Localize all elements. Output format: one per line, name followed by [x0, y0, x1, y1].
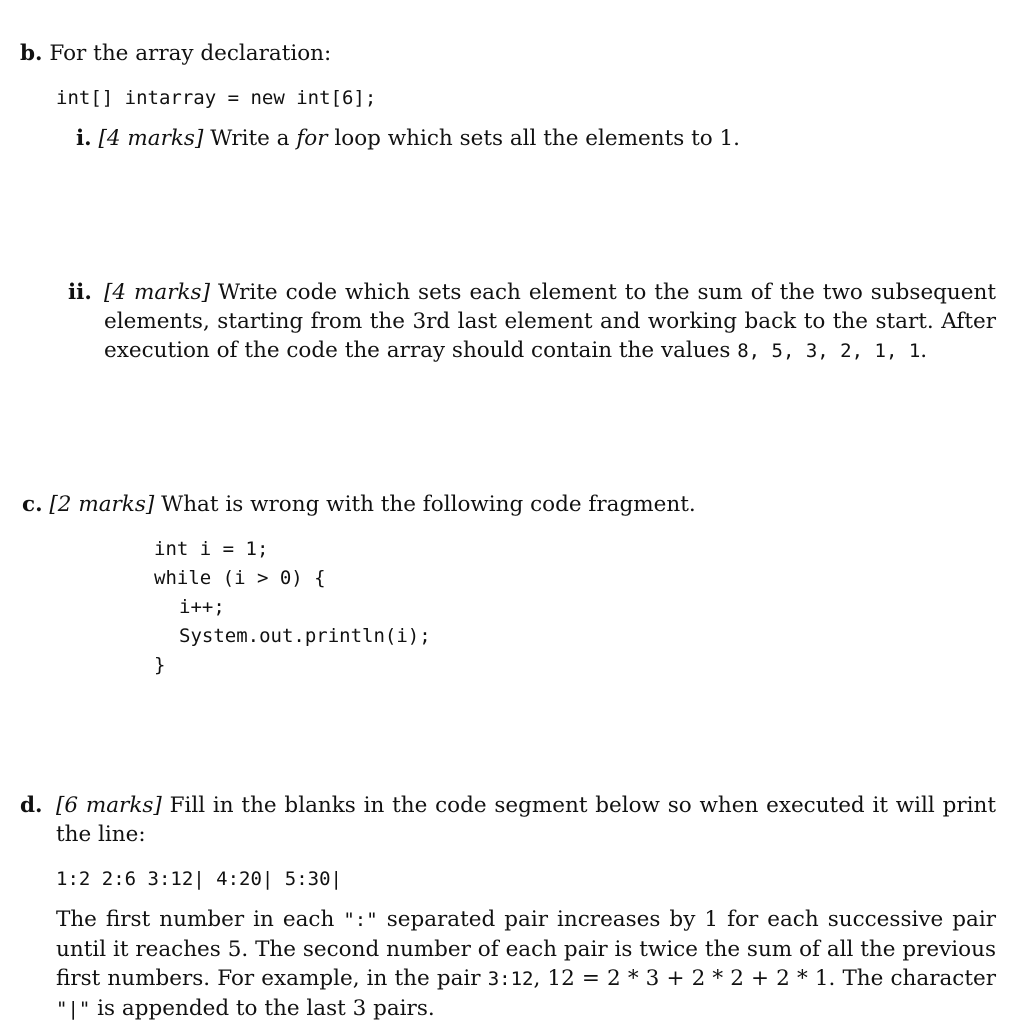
- part-d-desc-2: separated pair increases by 1 for each successive pair until it reaches 5. The second number of each pair is twice the sum of all the previous first numbers. For example, in the pair: [56, 907, 996, 991]
- part-c-text: What is wrong with the following code fragment.: [161, 492, 696, 517]
- part-b-ii-marks: [4 marks]: [104, 280, 210, 305]
- part-b-label: b.: [20, 41, 43, 66]
- part-b-ii-text: [104, 278, 996, 366]
- part-b-i: [76, 124, 740, 153]
- part-b-i-marks: [4 marks]: [98, 126, 204, 151]
- part-c-heading: [22, 490, 696, 519]
- part-d-label-wrap: [20, 791, 43, 820]
- part-b-i-label: i.: [76, 126, 92, 151]
- part-b-ii-body: Write code which sets each element to the sum of the two subsequent elements, starting from the 3rd last element and working back to the start. After execution of the code the array should contain the values: [104, 280, 996, 363]
- part-c-label: c.: [22, 492, 43, 517]
- part-b-heading: [20, 39, 331, 68]
- part-b-ii-label-wrap: [68, 278, 92, 307]
- part-d-body: Fill in the blanks in the code segment below so when executed it will print the line:: [56, 793, 996, 847]
- part-d-desc-4: is appended to the last 3 pairs.: [97, 996, 435, 1021]
- part-b-ii-label: ii.: [68, 280, 92, 305]
- part-d-pipe: "|": [56, 998, 91, 1020]
- part-d-output: 1:2 2:6 3:12| 4:20| 5:30|: [56, 868, 342, 890]
- part-b-i-text-before: Write a: [210, 126, 290, 151]
- part-b-intro: For the array declaration:: [49, 41, 332, 66]
- part-c-code-line: System.out.println(i);: [179, 625, 431, 647]
- part-b-ii-end: .: [920, 338, 928, 363]
- part-b-code: int[] intarray = new int[6];: [56, 87, 377, 109]
- part-c-code-line: while (i > 0) {: [154, 567, 326, 589]
- part-d-description: [56, 905, 996, 1024]
- part-d-desc-1: The first number in each: [56, 907, 335, 932]
- part-c-code-line: i++;: [179, 596, 225, 618]
- part-b-i-text-em: for: [296, 126, 328, 151]
- part-c-marks: [2 marks]: [49, 492, 155, 517]
- part-d-label: d.: [20, 793, 43, 818]
- part-b-ii-values: 8, 5, 3, 2, 1, 1: [737, 340, 921, 362]
- part-d-sep: ":": [343, 909, 378, 931]
- part-d-pair: 3:12: [487, 968, 534, 990]
- part-d-marks: [6 marks]: [56, 793, 162, 818]
- part-d-text: [56, 791, 996, 849]
- part-d-desc-3: , 12 = 2 * 3 + 2 * 2 + 2 * 1. The character: [533, 966, 996, 991]
- part-c-code-line: }: [154, 654, 166, 676]
- part-c-code-line: int i = 1;: [154, 538, 269, 560]
- part-b-i-text-after: loop which sets all the elements to 1.: [334, 126, 741, 151]
